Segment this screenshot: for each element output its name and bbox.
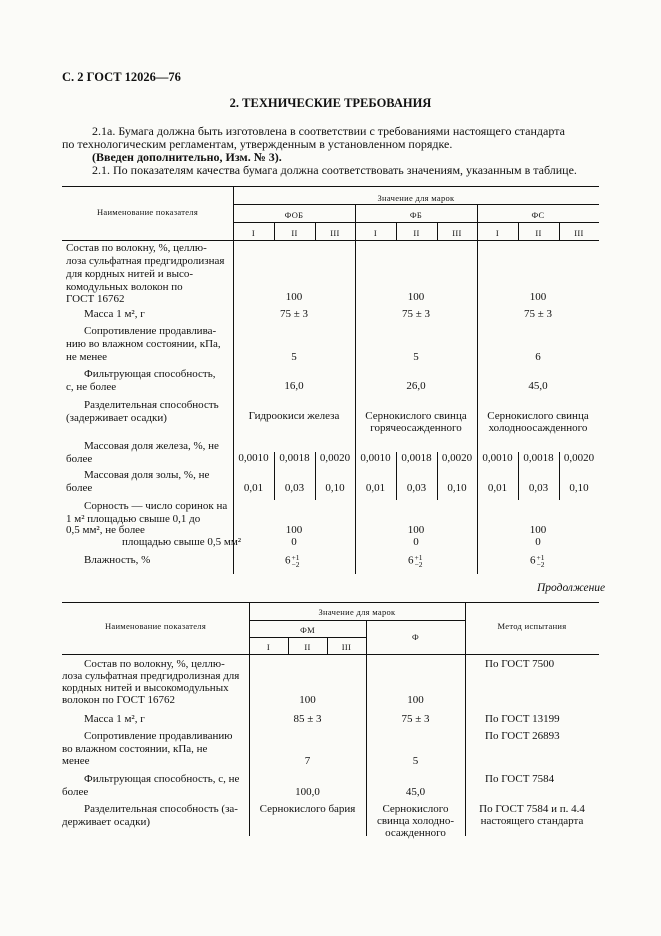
cell-value: Сернокислого (382, 803, 449, 815)
t1-col-name-header: Наименование показателя (96, 207, 199, 217)
row-label: Массовая доля железа, %, не (84, 440, 219, 452)
row-label: Сорность — число соринок на (84, 500, 228, 512)
cell-value: 0,03 (528, 482, 549, 494)
row-label: площадью свыше 0,5 мм² (122, 536, 242, 548)
row-label: не менее (66, 351, 108, 363)
cell-value: 0,0018 (279, 452, 310, 464)
row-label: лоза сульфатная предгидролизная для (62, 670, 240, 682)
row-label: более (66, 453, 93, 465)
cell-value: 6 +1 −2 (530, 553, 545, 569)
cell-value: 0 (291, 536, 297, 548)
cell-value: Сернокислого свинца (365, 410, 467, 422)
row-label: лоза сульфатная предгидролизная (66, 255, 225, 267)
t2-brand-f: Ф (411, 632, 419, 642)
cell-value: 85 ± 3 (293, 713, 322, 725)
t2-col-name-header: Наименование показателя (104, 621, 207, 631)
cell-value: свинца холодно- (376, 815, 455, 827)
section-title: 2. ТЕХНИЧЕСКИЕ ТРЕБОВАНИЯ (229, 96, 432, 110)
cell-value: 100,0 (295, 786, 320, 798)
row-label: Сопротивление продавливанию (84, 730, 233, 742)
cell-value: Сернокислого бария (259, 803, 356, 815)
t1-grade: III (574, 228, 584, 238)
cell-value: 0,0010 (482, 452, 513, 464)
cell-value: 6 +1 −2 (285, 553, 300, 569)
cell-method: По ГОСТ 13199 (485, 713, 560, 725)
t1-grade: I (495, 228, 500, 238)
row-label: для кордных нитей и высо- (66, 268, 194, 280)
row-label: ГОСТ 16762 (66, 293, 125, 305)
row-label: (задерживает осадки) (66, 412, 167, 424)
cell-value: 45,0 (528, 380, 548, 392)
cell-value: 0,01 (487, 482, 508, 494)
row-label: Масса 1 м², г (84, 713, 145, 725)
cell-value: 0,0020 (319, 452, 351, 464)
cell-value: 0,10 (569, 482, 589, 494)
row-label: кордных нитей и высокомодульных (62, 682, 229, 694)
cell-value: горячеосажденного (370, 422, 462, 434)
cell-value: 100 (285, 524, 303, 536)
row-label: нию во влажном состоянии, кПа, (66, 338, 221, 350)
row-label: 0,5 мм², не более (66, 524, 145, 536)
cell-method: По ГОСТ 7584 (485, 773, 555, 785)
t1-grade: III (330, 228, 340, 238)
cell-method: По ГОСТ 7584 и п. 4.4 (479, 803, 585, 815)
cell-value: 16,0 (284, 380, 304, 392)
t2-brand-fm: ФМ (300, 625, 315, 635)
cell-value: 5 (413, 351, 419, 363)
cell-value: 100 (529, 524, 547, 536)
cell-value: 6 (535, 351, 541, 363)
t2-grade: II (304, 642, 311, 652)
paragraph-2-1: 2.1. По показателям качества бумага должна соответствовать значениям, указанным в таблице. (92, 163, 577, 177)
t1-grade: I (251, 228, 256, 238)
row-label: комодульных волокон по (66, 281, 183, 293)
cell-value: 75 ± 3 (401, 713, 430, 725)
t2-grade: I (266, 642, 271, 652)
cell-value: 6 +1 −2 (408, 553, 423, 569)
row-label: Масса 1 м², г (84, 308, 145, 320)
cell-value: 0,0018 (523, 452, 554, 464)
row-label: во влажном состоянии, кПа, не (62, 743, 208, 755)
t1-values-header: Значение для марок (377, 193, 455, 203)
row-label: Состав по волокну, %, целлю- (66, 242, 207, 254)
row-label: Фильтрующая способность, с, не (84, 773, 240, 785)
cell-value: 0,03 (284, 482, 305, 494)
cell-value: 100 (529, 291, 547, 303)
t1-grade: II (535, 228, 542, 238)
cell-value: 100 (407, 524, 425, 536)
cell-value: 0 (535, 536, 541, 548)
cell-value: 0,01 (243, 482, 264, 494)
cell-value: 0,0018 (401, 452, 432, 464)
t1-brand-fob: ФОБ (284, 210, 304, 220)
row-label: Сопротивление продавлива- (84, 325, 217, 337)
cell-value: 0,0020 (441, 452, 473, 464)
cell-method: настоящего стандарта (480, 815, 584, 827)
cell-value: 7 (304, 755, 311, 767)
cell-value: осажденного (385, 827, 446, 839)
amendment-note: (Введен дополнительно, Изм. № 3). (92, 150, 282, 164)
cell-value: 5 (291, 351, 297, 363)
cell-value: 0 (413, 536, 419, 548)
cell-value: 0,10 (447, 482, 467, 494)
row-label: с, не более (66, 381, 117, 393)
row-label: держивает осадки) (62, 816, 150, 828)
t1-grade: II (291, 228, 298, 238)
t1-brand-fb: ФБ (409, 210, 423, 220)
cell-value: 100 (285, 291, 303, 303)
cell-value: 0,0020 (563, 452, 595, 464)
cell-value: Гидроокиси железа (248, 410, 340, 422)
row-label: 1 м² площадью свыше 0,1 до (66, 513, 201, 525)
cell-value: 100 (299, 694, 316, 706)
cell-value: 45,0 (405, 786, 426, 798)
cell-value: холодноосажденного (488, 422, 588, 434)
cell-value: 5 (412, 755, 419, 767)
cell-value: 100 (407, 694, 424, 706)
cell-value: 0,03 (406, 482, 427, 494)
cell-value: 0,0010 (238, 452, 269, 464)
t1-brand-fs: ФС (531, 210, 545, 220)
cell-method: По ГОСТ 26893 (485, 730, 560, 742)
t1-grade: III (452, 228, 462, 238)
t1-grade: I (373, 228, 378, 238)
row-label: Фильтрующая способность, (84, 368, 216, 380)
paragraph-2-1a-line2: по технологическим регламентам, утвержденным в установленном порядке. (62, 137, 453, 151)
row-label: более (62, 786, 89, 798)
row-label: Состав по волокну, %, целлю- (84, 658, 225, 670)
cell-value: 26,0 (406, 380, 426, 392)
cell-value: 75 ± 3 (401, 308, 431, 320)
row-label: более (66, 482, 93, 494)
row-label: Массовая доля золы, %, не (84, 469, 210, 481)
row-label: Влажность, % (84, 554, 151, 566)
t2-method-header: Метод испытания (497, 621, 567, 631)
row-label: Разделительная способность (84, 399, 219, 411)
t2-values-header: Значение для марок (318, 607, 396, 617)
row-label: менее (62, 755, 90, 767)
cell-value: 100 (407, 291, 425, 303)
row-label: Разделительная способность (за- (84, 803, 238, 815)
cell-value: 0,10 (325, 482, 345, 494)
paragraph-2-1a-line1: 2.1а. Бумага должна быть изготовлена в соответствии с требованиями настоящего стандарта (92, 124, 565, 138)
cell-value: 0,0010 (360, 452, 391, 464)
row-label: волокон по ГОСТ 16762 (62, 694, 175, 706)
cell-method: По ГОСТ 7500 (485, 658, 555, 670)
t2-grade: III (341, 642, 352, 652)
cell-value: 0,01 (365, 482, 386, 494)
t1-grade: II (413, 228, 420, 238)
cell-value: 75 ± 3 (523, 308, 553, 320)
continuation-label: Продолжение (537, 582, 606, 594)
cell-value: 75 ± 3 (279, 308, 309, 320)
page-header: С. 2 ГОСТ 12026—76 (62, 70, 181, 84)
cell-value: Сернокислого свинца (487, 410, 589, 422)
